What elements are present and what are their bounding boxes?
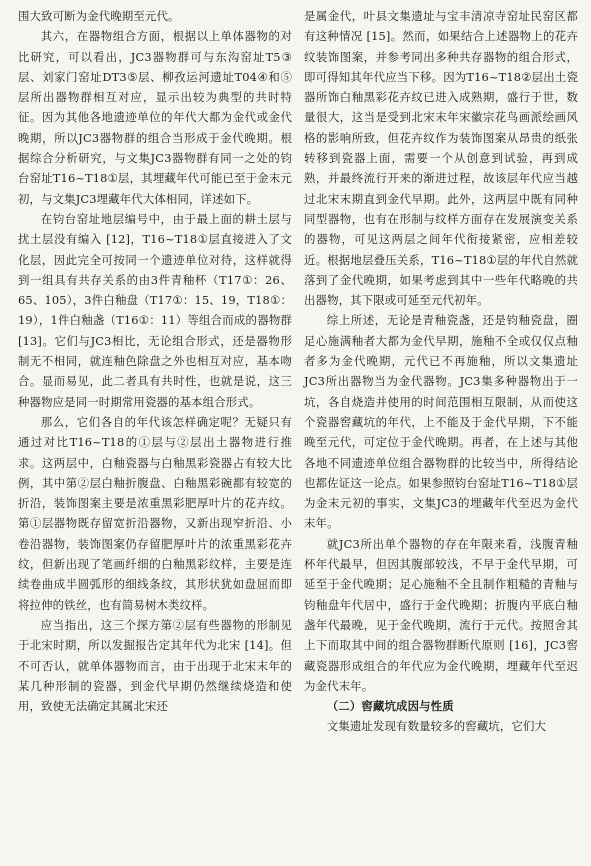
paragraph-3: 在钧台窑址地层编号中，由于最上面的耕土层与扰土层没有编入 [12]，T16~T18①层直接进入了文化层，因此完全可按同一个遗迹单位对待，这样就得到一组具有共存关系的由3件青釉杯（T17①：26、65、105），3件白釉盘（T17①：15、19，T18①：19），1件白釉盏（T16①：11）等组合而成的器物群 [13]。它们与JC3相比，无论组合形式，还是器物形制无不相同，就连釉色除盘之外也相互对应，基本吻合。显而易见，此二者具有共时性，也就是说，这三种器物应是同一时期常用瓷器的基本组合形式。 bbox=[18, 211, 292, 409]
paragraph-7: 综上所述，无论是青釉瓷盏，还是钧釉瓷盘，圈足心施满釉者大都为金代早期，施釉不全或仅仅点釉者多为金代晚期，元代已不再施釉，所以文集遗址JC3所出器物当为金代器物。JC3集多种器物出于一坑，各自烧造并使用的时间范围相互限制，从而使这个瓷器窖藏坑的年代，上不能及于金代早期，下不能晚至元代，可定位于金代晚期。再者，在上述与其他各地不同遗迹单位组合器物群的比较当中，所得结论也都佐证这一论点。如果参照钧台窑址T16~T18①层为金末元初的事实，文集JC3的埋藏年代至迟为金代末年。 bbox=[304, 313, 578, 531]
section-heading: （二）窖藏坑成因与性质 bbox=[326, 699, 454, 714]
right-column bbox=[304, 6, 578, 866]
paragraph-2: 其六，在器物组合方面，根据以上单体器物的对比研究，可以看出，JC3器物群可与东沟窑址T5③层、刘家门窑址DT3⑤层、柳孜运河遗址T04④和⑤层所出器物群相互对应，显示出较为典型的共时特征。因为其他各地遗迹单位的年代大都为金代或金代晚期，所以JC3器物群的组合当形成于金代晚期。根据综合分析研究，与文集JC3器物群有同一之处的钧台窑址T16~T18①层，其埋藏年代可能已至于金末元初，与文集JC3埋藏年代大体相同，详述如下。 bbox=[18, 29, 292, 206]
paragraph-8: 就JC3所出单个器物的存在年限来看，浅腹青釉杯年代最早，但因其腹部较浅，不早于金代早期，可延至于金代晚期；足心施釉不全且制作粗糙的青釉与钧釉盘年代居中，盛行于金代晚期；折腹内平底白釉盏年代最晚，见于金代晚期，流行于元代。按照舍其上下而取其中间的组合器物群断代原则 [16]，JC3窖藏瓷器形成组合的年代应为金代晚期，埋藏年代至迟为金代末年。 bbox=[304, 536, 578, 693]
paragraph-5: 应当指出，这三个探方第②层有些器物的形制见于北宋时期，所以发掘报告定其年代为北宋 [14]。但不可否认，就单体器物而言，由于出现于北宋末年的某几种形制的瓷器，到金代早期仍然继续烧造和使用，致使无法确定其属北宋还 bbox=[18, 617, 292, 714]
paragraph-1: 围大致可断为金代晚期至元代。 bbox=[18, 9, 180, 23]
paragraph-4: 那么，它们各自的年代该怎样确定呢？无疑只有通过对比T16~T18的①层与②层出土器物进行推求。这两层中，白釉瓷器与白釉黑彩瓷器占有较大比例，其中第②层白釉折腹盘、白釉黑彩碗都有较宽的折沿，装饰图案主要是浓重黑彩肥厚叶片的花卉纹。第①层器物既存留宽折沿器物，又新出现窄折沿、小卷沿器物，装饰图案仍存留肥厚叶片的浓重黑彩花卉纹，但新出现了笔画纤细的白釉黑彩纹样，主要是连续卷曲成半圆弧形的细线条纹，其形状犹如盘屈而即将拉伸的铁丝，也有简易树木类纹样。 bbox=[18, 414, 292, 612]
left-column bbox=[18, 6, 292, 866]
paragraph-6: 是属金代，叶县文集遗址与宝丰清凉寺窑址民窑区都有这种情况 [15]。然而，如果结合上述器物上的花卉纹装饰图案，并参考同出多种共存器物的组合形式，即可得知其年代应当下移。因为T16~T18②层出土瓷器所饰白釉黑彩花卉纹已进入成熟期，盛行于世，数量很大，这当是受到北宋末年宋徽宗花鸟画派绘画风格的影响所致，但花卉纹作为装饰图案从昂贵的纸张转移到瓷器上面，需要一个从创意到试验，再到成熟，并最终流行开来的渐进过程，故该层年代应当越过北宋末期直到金代早期。此外，这两层中既有同种同型器物，也有在形制与纹样方面存在发展演变关系的器物，可见这两层之间年代衔接紧密，应相差较近。根据地层叠压关系，T16~T18①层的年代自然就落到了金代晚期，如果考虑到其中一些年代略晚的共出器物，其下限或可延至元代初年。 bbox=[304, 9, 578, 308]
paragraph-9: 文集遗址发现有数量较多的窖藏坑，它们大 bbox=[326, 719, 547, 734]
